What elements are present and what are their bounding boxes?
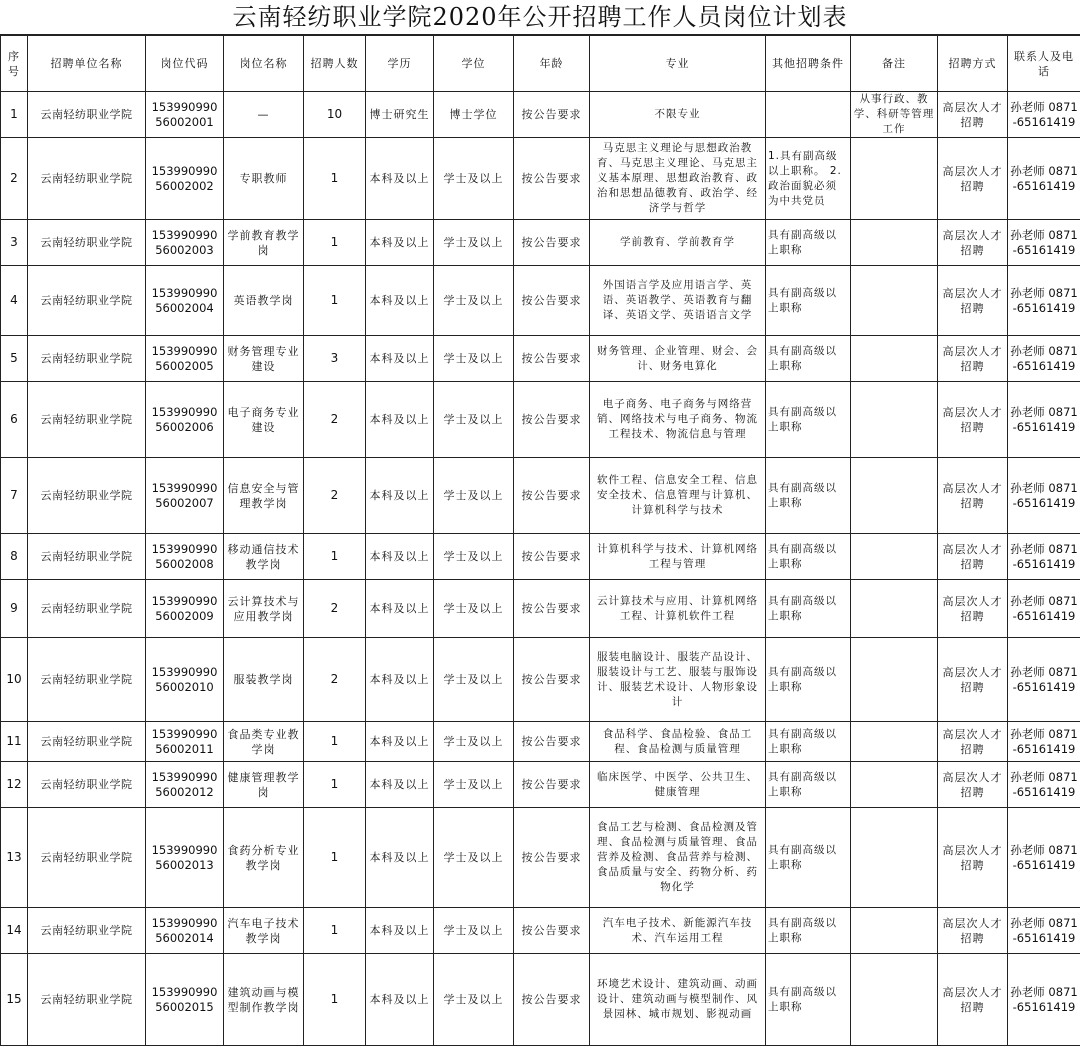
- row-no: 3: [1, 220, 28, 266]
- post-name: 财务管理专业建设: [224, 336, 304, 382]
- degree: 学士及以上: [434, 266, 514, 336]
- conditions: 具有副高级以上职称: [766, 382, 851, 458]
- age: 按公告要求: [514, 382, 590, 458]
- education: 本科及以上: [366, 336, 434, 382]
- post-code: 15399099056002007: [146, 458, 224, 534]
- education: 博士研究生: [366, 92, 434, 138]
- table-row: [1, 580, 1080, 638]
- post-code: 15399099056002012: [146, 762, 224, 808]
- education: 本科及以上: [366, 266, 434, 336]
- post-code: 15399099056002014: [146, 908, 224, 954]
- unit-name: 云南轻纺职业学院: [28, 92, 146, 138]
- degree: 博士学位: [434, 92, 514, 138]
- post-code: 15399099056002001: [146, 92, 224, 138]
- major: 外国语言学及应用语言学、英语、英语教学、英语教育与翻译、英语文学、英语语言文学: [590, 266, 766, 336]
- method: 高层次人才招聘: [938, 92, 1008, 138]
- table-row: [1, 722, 1080, 762]
- notes: [851, 638, 938, 722]
- contact: 孙老师 0871-65161419: [1008, 92, 1080, 138]
- table-row: [1, 92, 1080, 138]
- education: 本科及以上: [366, 808, 434, 908]
- age: 按公告要求: [514, 954, 590, 1046]
- conditions: 具有副高级以上职称: [766, 954, 851, 1046]
- education: 本科及以上: [366, 954, 434, 1046]
- header-no: 序号: [1, 36, 28, 92]
- header-notes: 备注: [851, 36, 938, 92]
- notes: [851, 580, 938, 638]
- row-no: 11: [1, 722, 28, 762]
- post-name: 建筑动画与模型制作教学岗: [224, 954, 304, 1046]
- post-code: 15399099056002004: [146, 266, 224, 336]
- method: 高层次人才招聘: [938, 722, 1008, 762]
- contact: 孙老师 0871-65161419: [1008, 458, 1080, 534]
- conditions: 具有副高级以上职称: [766, 266, 851, 336]
- contact: 孙老师 0871-65161419: [1008, 762, 1080, 808]
- contact: 孙老师 0871-65161419: [1008, 954, 1080, 1046]
- method: 高层次人才招聘: [938, 382, 1008, 458]
- notes: [851, 722, 938, 762]
- unit-name: 云南轻纺职业学院: [28, 908, 146, 954]
- post-name: 学前教育教学岗: [224, 220, 304, 266]
- age: 按公告要求: [514, 534, 590, 580]
- contact: 孙老师 0871-65161419: [1008, 266, 1080, 336]
- degree: 学士及以上: [434, 220, 514, 266]
- header-unit: 招聘单位名称: [28, 36, 146, 92]
- header-degree: 学位: [434, 36, 514, 92]
- education: 本科及以上: [366, 534, 434, 580]
- hire-count: 2: [304, 382, 366, 458]
- age: 按公告要求: [514, 722, 590, 762]
- post-code: 15399099056002002: [146, 138, 224, 220]
- row-no: 9: [1, 580, 28, 638]
- major: 环境艺术设计、建筑动画、动画设计、建筑动画与模型制作、风景园林、城市规划、影视动画: [590, 954, 766, 1046]
- conditions: 具有副高级以上职称: [766, 762, 851, 808]
- row-no: 15: [1, 954, 28, 1046]
- hire-count: 1: [304, 220, 366, 266]
- degree: 学士及以上: [434, 954, 514, 1046]
- age: 按公告要求: [514, 336, 590, 382]
- post-code: 15399099056002009: [146, 580, 224, 638]
- contact: 孙老师 0871-65161419: [1008, 534, 1080, 580]
- degree: 学士及以上: [434, 808, 514, 908]
- post-code: 15399099056002010: [146, 638, 224, 722]
- education: 本科及以上: [366, 638, 434, 722]
- document-title: 云南轻纺职业学院2020年公开招聘工作人员岗位计划表: [0, 0, 1080, 35]
- post-code: 15399099056002008: [146, 534, 224, 580]
- degree: 学士及以上: [434, 722, 514, 762]
- contact: 孙老师 0871-65161419: [1008, 220, 1080, 266]
- hire-count: 2: [304, 638, 366, 722]
- major: 临床医学、中医学、公共卫生、健康管理: [590, 762, 766, 808]
- row-no: 12: [1, 762, 28, 808]
- header-conditions: 其他招聘条件: [766, 36, 851, 92]
- unit-name: 云南轻纺职业学院: [28, 382, 146, 458]
- method: 高层次人才招聘: [938, 808, 1008, 908]
- education: 本科及以上: [366, 382, 434, 458]
- unit-name: 云南轻纺职业学院: [28, 336, 146, 382]
- conditions: 具有副高级以上职称: [766, 580, 851, 638]
- notes: [851, 762, 938, 808]
- method: 高层次人才招聘: [938, 138, 1008, 220]
- major: 财务管理、企业管理、财会、会计、财务电算化: [590, 336, 766, 382]
- recruitment-table: [0, 35, 1080, 1046]
- post-code: 15399099056002011: [146, 722, 224, 762]
- post-name: 英语教学岗: [224, 266, 304, 336]
- age: 按公告要求: [514, 92, 590, 138]
- hire-count: 1: [304, 954, 366, 1046]
- education: 本科及以上: [366, 722, 434, 762]
- hire-count: 1: [304, 808, 366, 908]
- table-row: [1, 762, 1080, 808]
- unit-name: 云南轻纺职业学院: [28, 138, 146, 220]
- age: 按公告要求: [514, 908, 590, 954]
- unit-name: 云南轻纺职业学院: [28, 458, 146, 534]
- hire-count: 1: [304, 722, 366, 762]
- conditions: 具有副高级以上职称: [766, 908, 851, 954]
- hire-count: 2: [304, 458, 366, 534]
- post-code: 15399099056002006: [146, 382, 224, 458]
- education: 本科及以上: [366, 580, 434, 638]
- hire-count: 1: [304, 138, 366, 220]
- header-code: 岗位代码: [146, 36, 224, 92]
- degree: 学士及以上: [434, 138, 514, 220]
- header-education: 学历: [366, 36, 434, 92]
- table-row: [1, 458, 1080, 534]
- notes: [851, 220, 938, 266]
- row-no: 14: [1, 908, 28, 954]
- degree: 学士及以上: [434, 908, 514, 954]
- method: 高层次人才招聘: [938, 908, 1008, 954]
- unit-name: 云南轻纺职业学院: [28, 638, 146, 722]
- conditions: 1.具有副高级以上职称。 2.政治面貌必须为中共党员: [766, 138, 851, 220]
- post-name: 汽车电子技术教学岗: [224, 908, 304, 954]
- notes: 从事行政、教学、科研等管理工作: [851, 92, 938, 138]
- degree: 学士及以上: [434, 580, 514, 638]
- conditions: 具有副高级以上职称: [766, 458, 851, 534]
- unit-name: 云南轻纺职业学院: [28, 954, 146, 1046]
- contact: 孙老师 0871-65161419: [1008, 336, 1080, 382]
- header-post: 岗位名称: [224, 36, 304, 92]
- major: 学前教育、学前教育学: [590, 220, 766, 266]
- conditions: 具有副高级以上职称: [766, 722, 851, 762]
- major: 食品工艺与检测、食品检测及管理、食品检测与质量管理、食品营养及检测、食品营养与检测、食品质量与安全、药物分析、药物化学: [590, 808, 766, 908]
- age: 按公告要求: [514, 266, 590, 336]
- unit-name: 云南轻纺职业学院: [28, 580, 146, 638]
- row-no: 10: [1, 638, 28, 722]
- notes: [851, 382, 938, 458]
- major: 软件工程、信息安全工程、信息安全技术、信息管理与计算机、计算机科学与技术: [590, 458, 766, 534]
- post-name: 食品类专业教学岗: [224, 722, 304, 762]
- header-major: 专业: [590, 36, 766, 92]
- notes: [851, 908, 938, 954]
- age: 按公告要求: [514, 580, 590, 638]
- conditions: 具有副高级以上职称: [766, 808, 851, 908]
- contact: 孙老师 0871-65161419: [1008, 808, 1080, 908]
- conditions: 具有副高级以上职称: [766, 220, 851, 266]
- degree: 学士及以上: [434, 762, 514, 808]
- row-no: 8: [1, 534, 28, 580]
- age: 按公告要求: [514, 638, 590, 722]
- education: 本科及以上: [366, 908, 434, 954]
- contact: 孙老师 0871-65161419: [1008, 638, 1080, 722]
- hire-count: 1: [304, 266, 366, 336]
- method: 高层次人才招聘: [938, 336, 1008, 382]
- notes: [851, 534, 938, 580]
- table-row: [1, 266, 1080, 336]
- post-name: —: [224, 92, 304, 138]
- hire-count: 10: [304, 92, 366, 138]
- post-name: 服装教学岗: [224, 638, 304, 722]
- header-method: 招聘方式: [938, 36, 1008, 92]
- post-code: 15399099056002013: [146, 808, 224, 908]
- education: 本科及以上: [366, 220, 434, 266]
- major: 马克思主义理论与思想政治教育、马克思主义理论、马克思主义基本原理、思想政治教育、政治和思想品德教育、政治学、经济学与哲学: [590, 138, 766, 220]
- contact: 孙老师 0871-65161419: [1008, 908, 1080, 954]
- table-row: [1, 382, 1080, 458]
- table-row: [1, 336, 1080, 382]
- notes: [851, 266, 938, 336]
- contact: 孙老师 0871-65161419: [1008, 722, 1080, 762]
- header-count: 招聘人数: [304, 36, 366, 92]
- row-no: 1: [1, 92, 28, 138]
- degree: 学士及以上: [434, 458, 514, 534]
- major: 电子商务、电子商务与网络营销、网络技术与电子商务、物流工程技术、物流信息与管理: [590, 382, 766, 458]
- method: 高层次人才招聘: [938, 580, 1008, 638]
- conditions: 具有副高级以上职称: [766, 336, 851, 382]
- unit-name: 云南轻纺职业学院: [28, 762, 146, 808]
- contact: 孙老师 0871-65161419: [1008, 580, 1080, 638]
- hire-count: 1: [304, 534, 366, 580]
- major: 服装电脑设计、服装产品设计、服装设计与工艺、服装与服饰设计、服装艺术设计、人物形象设计: [590, 638, 766, 722]
- method: 高层次人才招聘: [938, 458, 1008, 534]
- post-name: 移动通信技术教学岗: [224, 534, 304, 580]
- notes: [851, 138, 938, 220]
- method: 高层次人才招聘: [938, 954, 1008, 1046]
- table-row: [1, 138, 1080, 220]
- post-name: 信息安全与管理教学岗: [224, 458, 304, 534]
- row-no: 4: [1, 266, 28, 336]
- age: 按公告要求: [514, 138, 590, 220]
- unit-name: 云南轻纺职业学院: [28, 266, 146, 336]
- unit-name: 云南轻纺职业学院: [28, 220, 146, 266]
- major: 不限专业: [590, 92, 766, 138]
- header-row: [1, 36, 1080, 92]
- header-age: 年龄: [514, 36, 590, 92]
- hire-count: 3: [304, 336, 366, 382]
- education: 本科及以上: [366, 762, 434, 808]
- conditions: 具有副高级以上职称: [766, 534, 851, 580]
- major: 云计算技术与应用、计算机网络工程、计算机软件工程: [590, 580, 766, 638]
- post-name: 健康管理教学岗: [224, 762, 304, 808]
- row-no: 13: [1, 808, 28, 908]
- method: 高层次人才招聘: [938, 266, 1008, 336]
- notes: [851, 458, 938, 534]
- method: 高层次人才招聘: [938, 762, 1008, 808]
- table-row: [1, 534, 1080, 580]
- unit-name: 云南轻纺职业学院: [28, 722, 146, 762]
- contact: 孙老师 0871-65161419: [1008, 382, 1080, 458]
- row-no: 2: [1, 138, 28, 220]
- unit-name: 云南轻纺职业学院: [28, 808, 146, 908]
- contact: 孙老师 0871-65161419: [1008, 138, 1080, 220]
- age: 按公告要求: [514, 808, 590, 908]
- post-code: 15399099056002003: [146, 220, 224, 266]
- post-code: 15399099056002005: [146, 336, 224, 382]
- table-row: [1, 954, 1080, 1046]
- degree: 学士及以上: [434, 534, 514, 580]
- education: 本科及以上: [366, 138, 434, 220]
- degree: 学士及以上: [434, 638, 514, 722]
- education: 本科及以上: [366, 458, 434, 534]
- age: 按公告要求: [514, 220, 590, 266]
- post-name: 专职教师: [224, 138, 304, 220]
- degree: 学士及以上: [434, 336, 514, 382]
- notes: [851, 808, 938, 908]
- conditions: [766, 92, 851, 138]
- method: 高层次人才招聘: [938, 638, 1008, 722]
- row-no: 5: [1, 336, 28, 382]
- post-name: 电子商务专业建设: [224, 382, 304, 458]
- conditions: 具有副高级以上职称: [766, 638, 851, 722]
- table-row: [1, 808, 1080, 908]
- major: 食品科学、食品检验、食品工程、食品检测与质量管理: [590, 722, 766, 762]
- method: 高层次人才招聘: [938, 220, 1008, 266]
- header-contact: 联系人及电话: [1008, 36, 1080, 92]
- hire-count: 2: [304, 580, 366, 638]
- row-no: 6: [1, 382, 28, 458]
- notes: [851, 954, 938, 1046]
- age: 按公告要求: [514, 762, 590, 808]
- table-row: [1, 638, 1080, 722]
- hire-count: 1: [304, 908, 366, 954]
- post-name: 云计算技术与应用教学岗: [224, 580, 304, 638]
- major: 汽车电子技术、新能源汽车技术、汽车运用工程: [590, 908, 766, 954]
- post-name: 食药分析专业教学岗: [224, 808, 304, 908]
- age: 按公告要求: [514, 458, 590, 534]
- row-no: 7: [1, 458, 28, 534]
- degree: 学士及以上: [434, 382, 514, 458]
- table-row: [1, 220, 1080, 266]
- unit-name: 云南轻纺职业学院: [28, 534, 146, 580]
- hire-count: 1: [304, 762, 366, 808]
- method: 高层次人才招聘: [938, 534, 1008, 580]
- notes: [851, 336, 938, 382]
- major: 计算机科学与技术、计算机网络工程与管理: [590, 534, 766, 580]
- post-code: 15399099056002015: [146, 954, 224, 1046]
- table-row: [1, 908, 1080, 954]
